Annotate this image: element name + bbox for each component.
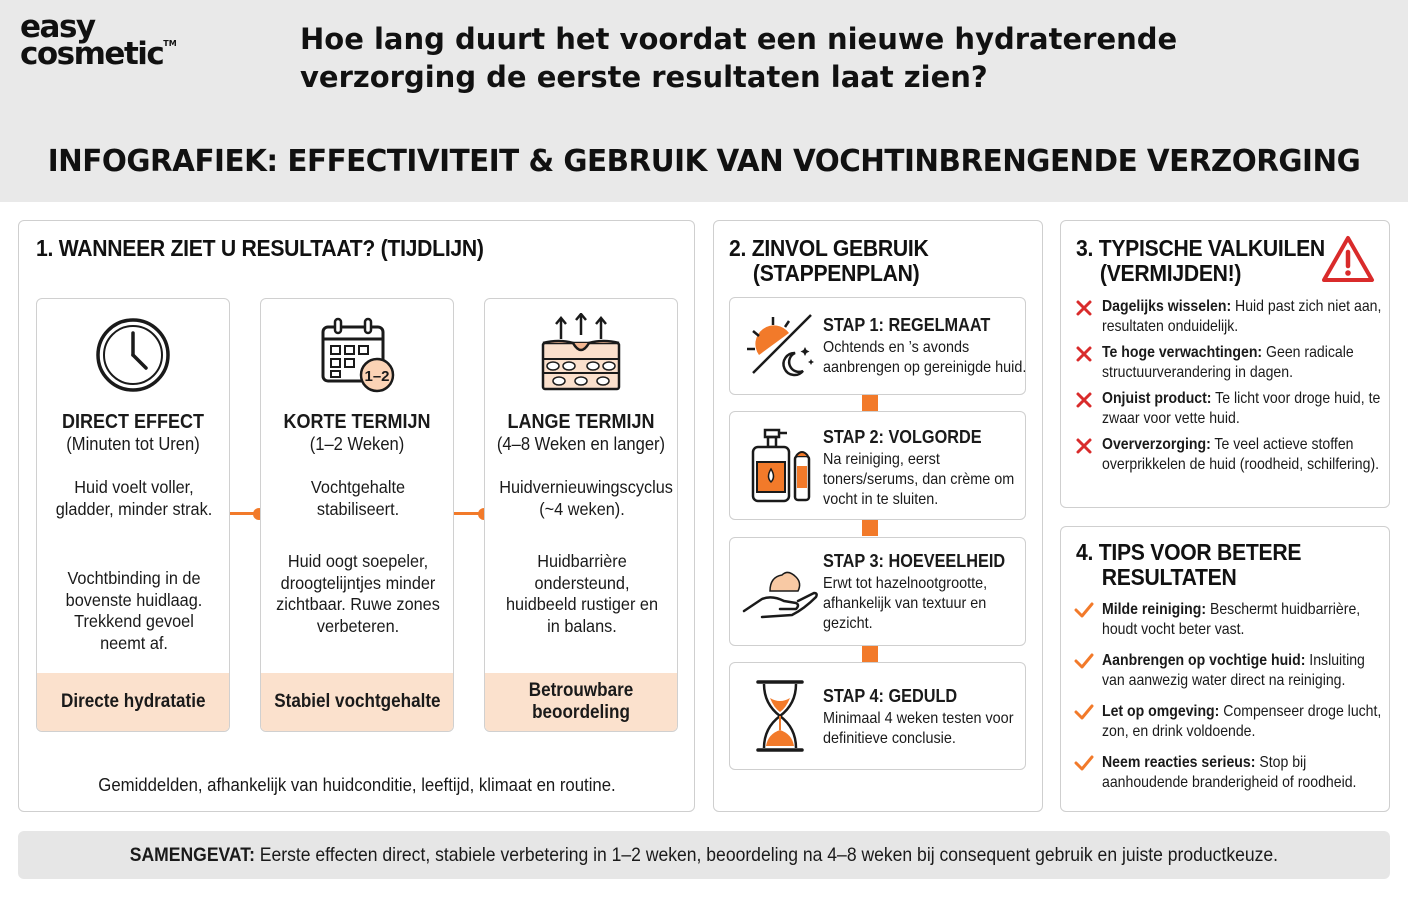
card-text: Huidvernieuwingscyclus (~4 weken).: [499, 477, 673, 519]
tip-text: Compenseer droge lucht, zon, en drink voldoende.: [1102, 703, 1382, 740]
step-title: STAP 2: VOLGORDE: [823, 426, 982, 447]
bottles-icon: [745, 426, 815, 506]
check-icon: [1074, 753, 1094, 773]
usage-title-line1: 2. ZINVOL GEBRUIK: [729, 235, 929, 261]
summary-label: SAMENGEVAT:: [129, 843, 256, 866]
card-footer-label: Stabiel vochtgehalte: [273, 691, 441, 712]
card-detail: Vochtbinding in de bovenste huidlaag. Trekkend gevoel neemt af.: [65, 568, 203, 653]
warning-icon: [1320, 234, 1376, 284]
cross-icon: [1074, 297, 1094, 317]
step-text: Ochtends en ’s avonds aanbrengen op gereinigde huid.: [823, 339, 1027, 376]
check-icon: [1074, 600, 1094, 620]
step-connector: [862, 520, 878, 536]
tip-label: Milde reiniging:: [1102, 601, 1207, 618]
step-connector: [862, 395, 878, 411]
step-text: Minimaal 4 weken testen voor definitieve conclusie.: [823, 710, 1014, 747]
card-subtitle: (Minuten tot Uren): [66, 434, 200, 454]
step-connector: [862, 646, 878, 662]
step-title: STAP 3: HOEVEELHEID: [823, 550, 1006, 571]
step-title: STAP 4: GEDULD: [823, 685, 958, 706]
step-title: STAP 1: REGELMAAT: [823, 314, 991, 335]
step-card-4: [729, 662, 1026, 770]
tips-title: [1076, 540, 1301, 590]
pitfalls-title: [1076, 236, 1325, 286]
card-detail: Huidbarrière ondersteund, huidbeeld rustiger en in balans.: [505, 551, 658, 636]
timeline-card-direct: [36, 298, 230, 732]
timeline-note: Gemiddelden, afhankelijk van huidconditie, leeftijd, klimaat en routine.: [98, 775, 616, 795]
cross-icon: [1074, 389, 1094, 409]
sun-moon-icon: [745, 311, 815, 381]
hand-cream-icon: [740, 557, 820, 627]
pitfall-label: Oververzorging:: [1102, 436, 1211, 453]
tip-label: Neem reacties serieus:: [1102, 754, 1256, 771]
logo: [20, 9, 177, 72]
page-title: INFOGRAFIEK: EFFECTIVITEIT & GEBRUIK VAN VOCHTINBRENGENDE VERZORGING: [47, 144, 1361, 179]
step-card-3: [729, 537, 1026, 646]
tip-label: Aanbrengen op vochtige huid:: [1102, 652, 1306, 669]
pitfalls-title-line1: 3. TYPISCHE VALKUILEN: [1076, 235, 1325, 261]
pitfall-text: Te veel actieve stoffen overprikkelen de huid (roodheid, schilfering).: [1102, 436, 1380, 473]
header: [0, 0, 1408, 202]
logo-line2: cosmetic: [20, 35, 164, 72]
tip-text: Insluiting van aanwezig water direct na reiniging.: [1102, 652, 1365, 689]
pitfalls-title-line2: (VERMIJDEN!): [1099, 260, 1242, 286]
pitfall-label: Dagelijks wisselen:: [1102, 298, 1232, 315]
check-icon: [1074, 702, 1094, 722]
cross-icon: [1074, 435, 1094, 455]
card-title: KORTE TERMIJN: [283, 411, 431, 433]
step-text: Erwt tot hazelnootgrootte, afhankelijk van textuur en gezicht.: [823, 575, 988, 632]
card-footer-label: Directe hydratatie: [60, 691, 206, 712]
card-footer: [261, 673, 453, 731]
card-text: Vochtgehalte stabiliseert.: [310, 477, 406, 519]
tips-title-line1: 4. TIPS VOOR BETERE: [1076, 539, 1302, 565]
summary-text: Eerste effecten direct, stabiele verbetering in 1–2 weken, beoordeling na 4–8 weken bij consequent gebruik en juiste productkeuze.: [255, 843, 1279, 866]
pitfall-text: Huid past zich niet aan, resultaten onduidelijk.: [1102, 298, 1382, 335]
card-text: Huid voelt voller, gladder, minder strak.: [55, 477, 213, 519]
clock-icon: [93, 313, 173, 393]
logo-line1: easy: [20, 9, 95, 45]
tip-text: Stop bij aanhoudende branderigheid of roodheid.: [1102, 754, 1357, 791]
cross-icon: [1074, 343, 1094, 363]
timeline-card-long-term: [484, 298, 678, 732]
card-title: DIRECT EFFECT: [61, 411, 205, 433]
step-card-2: [729, 411, 1026, 520]
card-subtitle: (4–8 Weken en langer): [496, 434, 666, 454]
calendar-icon: [315, 313, 399, 397]
logo-trademark: TM: [163, 38, 177, 48]
tip-text: Beschermt huidbarrière, houdt vocht beter vast.: [1102, 601, 1361, 638]
step-text: Na reiniging, eerst toners/serums, dan crème om vocht in te sluiten.: [823, 451, 1015, 508]
timeline-card-short-term: [260, 298, 454, 732]
card-footer: [37, 673, 229, 731]
summary-bar: [18, 831, 1390, 879]
card-footer-label: Betrouwbare beoordeling: [528, 680, 634, 723]
card-subtitle: (1–2 Weken): [309, 434, 405, 454]
skin-layers-icon: [539, 313, 623, 397]
tip-label: Let op omgeving:: [1102, 703, 1220, 720]
pitfall-label: Te hoge verwachtingen:: [1102, 344, 1263, 361]
step-card-1: [729, 297, 1026, 395]
usage-title: [729, 236, 928, 286]
page-question: Hoe lang duurt het voordat een nieuwe hydraterende verzorging de eerste resultaten laat zien?: [300, 22, 1178, 94]
pitfall-text: Te licht voor droge huid, te zwaar voor vette huid.: [1102, 390, 1381, 427]
tips-title-line2: RESULTATEN: [1101, 564, 1237, 590]
card-title: LANGE TERMIJN: [507, 411, 655, 433]
hourglass-icon: [750, 676, 810, 756]
timeline-title: 1. WANNEER ZIET U RESULTAAT? (TIJDLIJN): [36, 235, 484, 261]
card-footer: [485, 673, 677, 731]
usage-title-line2: (STAPPENPLAN): [752, 260, 920, 286]
pitfall-text: Geen radicale structuurverandering in dagen.: [1102, 344, 1354, 381]
pitfall-label: Onjuist product:: [1102, 390, 1212, 407]
check-icon: [1074, 651, 1094, 671]
calendar-badge: 1–2: [364, 368, 390, 385]
card-detail: Huid oogt soepeler, droogtelijntjes minder zichtbaar. Ruwe zones verbeteren.: [276, 551, 440, 636]
